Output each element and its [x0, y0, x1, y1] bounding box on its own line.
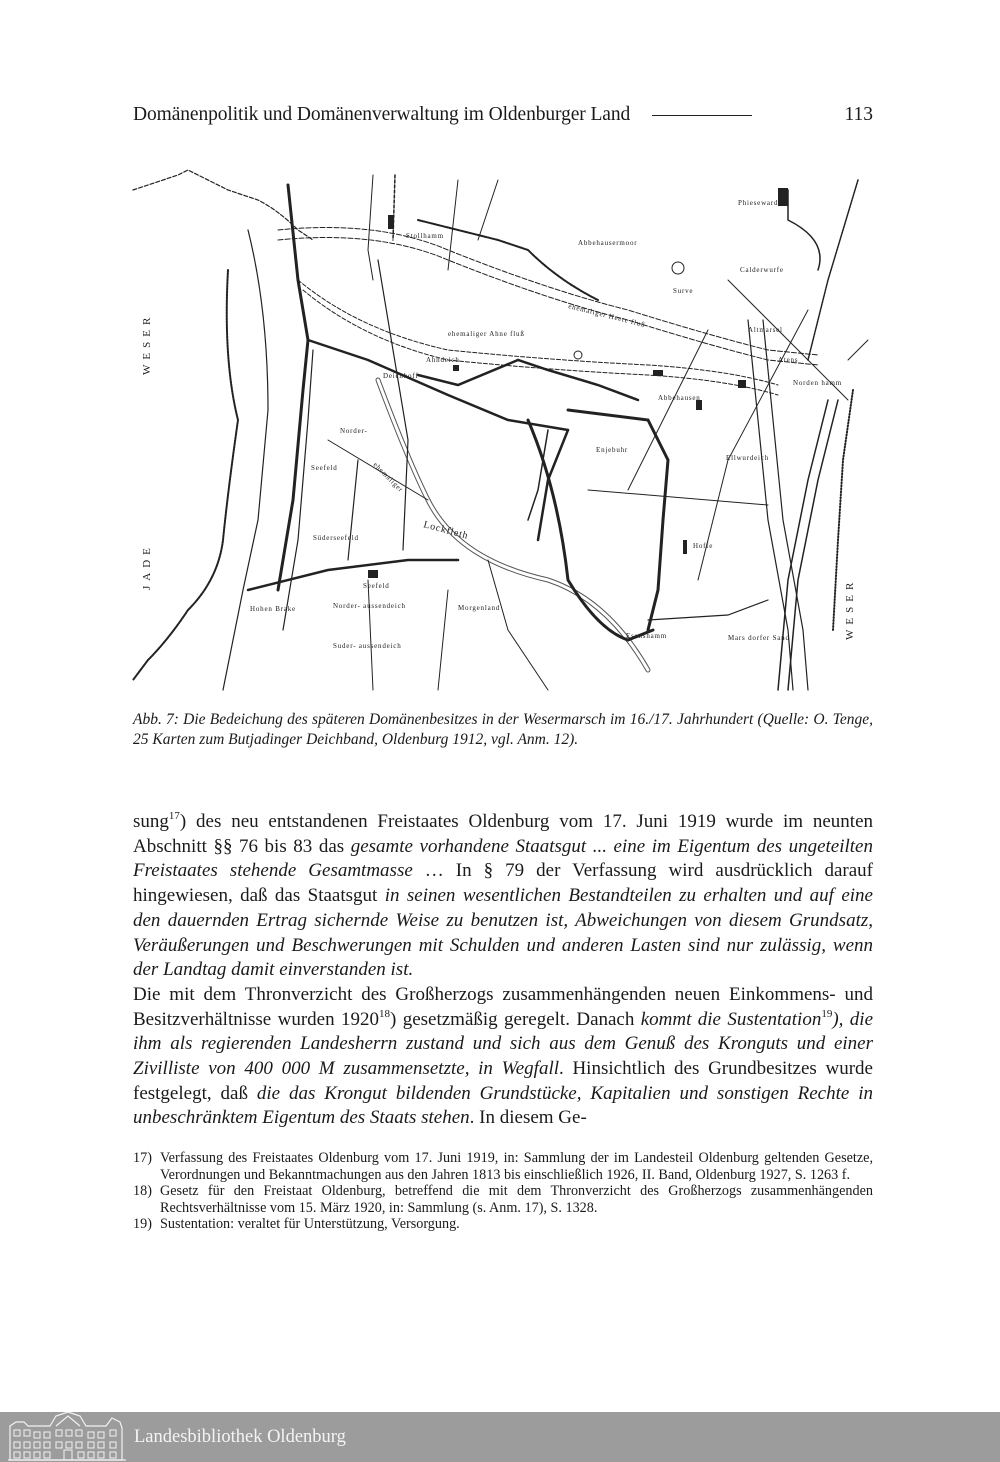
map-label-jade: JADE — [141, 543, 153, 590]
map-label-ellwurderdeich: Ellwurdeich — [726, 454, 770, 462]
map-label-altmarsel: Altmarsel — [748, 326, 783, 334]
map-label-seefeld-upper: Seefeld — [311, 464, 338, 472]
map-label-ahndeich: Ahndeich — [426, 356, 460, 364]
footnote-19: 19) Sustentation: veraltet für Unterstützung, Versorgung. — [133, 1216, 460, 1232]
body-text — [133, 810, 873, 1131]
map-label-atens: Atens — [778, 356, 799, 364]
footnote-17: 17) Verfassung des Freistaates Oldenburg vom 17. Juni 1919, in: Sammlung der im Landesteil Oldenburg geltenden Gesetze, Verordnungen und Bekanntmachungen aus den Jahren 1813 bis einschließlich 1926, II. Band, Oldenburg 1927, S. 1263 f. — [133, 1150, 873, 1183]
paragraph-2: Die mit dem Thronverzicht des Großherzogs zusammenhängenden neuen Einkommens- und Besitzverhältnisse wurden 1920$^{18}$) gesetzmäßig geregelt. Danach kommt die Sustentation$^{19}$), die ihm als regierenden Landesherrn zustand und sich aus dem Genuß des Kronguts und einer Zivilliste von 400 000 M zusammensetzte, in Wegfall. Hinsichtlich des Grundbesitzes wurde festgelegt, daß die das Krongut bildenden Grundstücke, Kapitalien und sonstigen Rechte in unbeschränktem Eigentum des Staats stehen. In diesem Ge- — [133, 983, 873, 1129]
library-building-icon — [6, 1412, 128, 1462]
map-label-norder: Norder- — [340, 427, 368, 435]
footnote-18: 18) Gesetz für den Freistaat Oldenburg, betreffend die mit dem Thronverzicht des Großherzogs zusammenhängenden Rechtsverhältnisse vom 15. März 1920, in: Sammlung (s. Anm. 17), S. 1328. — [133, 1183, 873, 1216]
map-label-deichhoff: Deichhoff — [383, 372, 419, 380]
map-label-hohen-brake: Hohen Brake — [250, 605, 296, 613]
map-label-morgenland: Morgenland — [458, 604, 501, 612]
map-label-norderaussendeich: Norder- aussendeich — [333, 602, 406, 610]
header-rule — [652, 115, 752, 116]
map-label-esenshamm: Esenshamm — [626, 632, 668, 640]
footnote-ref-17[interactable]: 17 — [168, 810, 180, 822]
library-footer-bar — [0, 1412, 1000, 1462]
figure-caption: Abb. 7: Die Bedeichung des späteren Domänenbesitzes in der Wesermarsch im 16./17. Jahrhundert (Quelle: O. Tenge, 25 Karten zum Butjadinger Deichband, Oldenburg 1912, vgl. Anm. 12). — [133, 711, 873, 748]
paragraph-1: sung$^{17}$) des neu entstandenen Freistaates Oldenburg vom 17. Juni 1919 wurde im neunten Abschnitt §§ 76 bis 83 das gesamte vorhandene Staatsgut ... eine im Eigentum des ungeteilten Freistaates stehende Gesamtmasse … In § 79 der Verfassung wird ausdrücklich darauf hingewiesen, daß das Staatsgut in seinen wesentlichen Bestandteilen zu erhalten und auf eine den dauernden Ertrag sichernde Weise zu benutzen ist, Abweichungen von diesem Grundsatz, Veräußerungen und Beschwerungen mit Schulden und anderen Lasten sind nur zulässig, wenn der Landtag damit einverstanden ist. — [133, 810, 874, 981]
map-label-calderwurfe: Calderwurfe — [740, 266, 784, 274]
page-number: 113 — [844, 104, 873, 125]
map-label-nordenhamm: Norden hamm — [793, 379, 843, 387]
footnotes — [133, 1150, 873, 1233]
footnote-ref-19[interactable]: 19 — [821, 1007, 833, 1020]
map-figure — [128, 160, 873, 695]
map-label-abbehausen: Abbehausen — [658, 394, 701, 402]
running-header — [133, 100, 873, 130]
map-label-surve: Surve — [673, 287, 694, 295]
library-name: Landesbibliothek Oldenburg — [134, 1426, 346, 1447]
map-label-stollhamm: Stollhamm — [406, 232, 444, 240]
historic-dike-map — [128, 160, 873, 695]
map-label-phiesewarden: Phiesewarden — [738, 199, 787, 207]
map-label-enjebuhr: Enjebuhr — [596, 446, 629, 454]
map-label-heete: ehemaliger Heete fluß — [567, 302, 647, 330]
map-label-suderseefeld: Süderseefeld — [313, 534, 359, 542]
map-label-hoffe: Hoffe — [693, 542, 714, 550]
map-label-seefeld: Seefeld — [363, 582, 390, 590]
map-label-ahne: ehemaliger Ahne fluß — [448, 330, 525, 338]
map-label-suderaussendeich: Suder- aussendeich — [333, 642, 402, 650]
map-label-weser-right: WESER — [844, 577, 856, 640]
running-title: Domänenpolitik und Domänenverwaltung im Oldenburger Land — [133, 104, 631, 125]
map-label-abbehausermoor: Abbehausermoor — [578, 239, 638, 247]
footnote-ref-18[interactable]: 18 — [378, 1007, 390, 1020]
map-label-ehemaliger-lockfleth: ehemaliger — [371, 460, 405, 495]
map-label-weser-left: WESER — [141, 312, 153, 375]
map-label-marsch-sand: Mars dorfer Sand — [728, 634, 790, 642]
map-label-lockfleth: Lockfleth — [422, 519, 470, 542]
